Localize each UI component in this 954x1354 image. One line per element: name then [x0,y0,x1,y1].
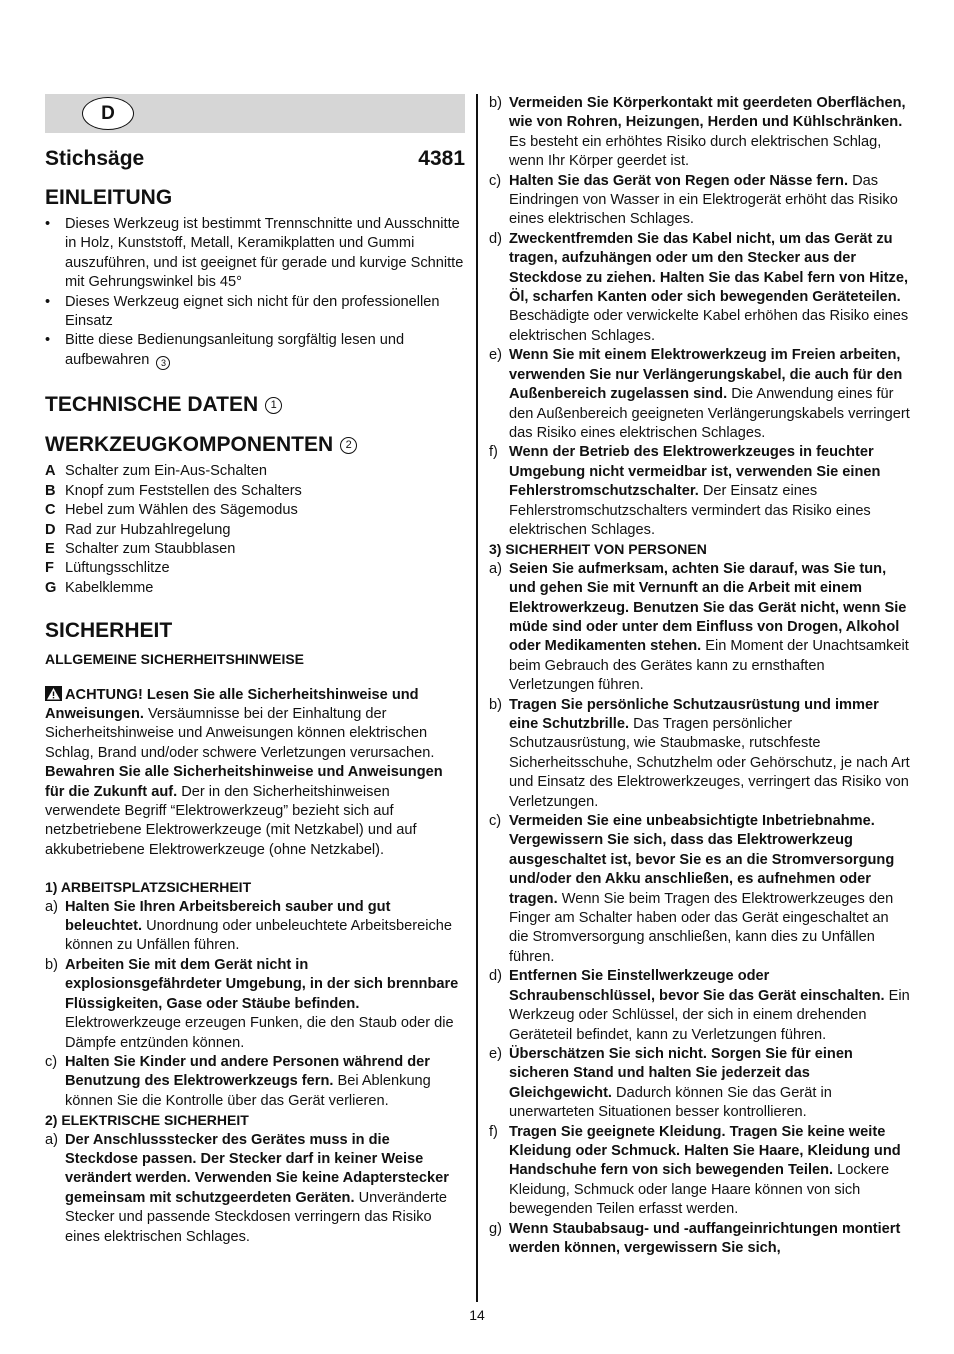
components-heading: WERKZEUGKOMPONENTEN 2 [45,432,465,458]
list-item: f) Tragen Sie geeignete Kleidung. Tragen Sie keine weite Kleidung oder Schmuck. Halten Sie Haare, Kleidung und Handschuhe fern von sich bewegenden Teilen. Lockere Kleidung, Schmuck oder lange Haare können von sich bewegenden Teilen erfasst werden. [489,1123,901,1218]
figure-ref-1: 1 [265,397,282,414]
warning-paragraph: ACHTUNG! Lesen Sie alle Sicherheitshinweise und Anweisungen. Versäumnisse bei der Einhaltung der Sicherheitshinweise und Anweisungen können elektrischen Schlag, Brand und/oder schwere Verletzungen verursachen. Bewahren Sie alle Sicherheitshinweise und Anweisungen für die Zukunft auf. Der in den Sicherheitshinweisen verwendete Begriff “Elektrowerkzeug” bezieht sich auf netzbetriebene Elektrowerkzeuge (mit Netzkabel) und auf akkubetriebene Elektrowerkzeuge (ohne Netzkabel). [45,686,443,858]
figure-ref-2: 2 [340,437,357,454]
list-item: G Kabelklemme [45,579,154,596]
page-number: 14 [469,1307,485,1323]
list-item: • Dieses Werkzeug eignet sich nicht für den professionellen Einsatz [45,293,440,330]
list-item: C Hebel zum Wählen des Sägemodus [45,502,298,519]
list-item: D Rad zur Hubzahlregelung [45,521,231,538]
intro-bullets [45,215,465,370]
list-item: c) Halten Sie Kinder und andere Personen während der Benutzung des Elektrowerkzeugs fern. Bei Ablenkung können Sie die Kontrolle über das Gerät verlieren. [45,1053,431,1109]
components-list [45,462,465,598]
list-item: a) Halten Sie Ihren Arbeitsbereich sauber und gut beleuchtet. Unordnung oder unbeleuchtete Arbeitsbereiche können zu Unfällen führen. [45,898,452,954]
list-item: d) Entfernen Sie Einstellwerkzeuge oder Schraubenschlüssel, bevor Sie das Gerät einschalten. Ein Werkzeug oder Schlüssel, der sich in einem drehenden Geräteteil befindet, kann zu Verletzungen führen. [489,968,910,1043]
list-item: E Schalter zum Staubblasen [45,540,236,557]
list-item: B Knopf zum Feststellen des Schalters [45,482,302,499]
language-badge: D [82,97,134,130]
safety-subheading: ALLGEMEINE SICHERHEITSHINWEISE [45,651,305,668]
list-item: a) Seien Sie aufmerksam, achten Sie darauf, was Sie tun, und gehen Sie mit Vernunft an die Arbeit mit einem Elektrowerkzeug. Benutzen Sie das Gerät nicht, wenn Sie müde sind oder unter dem Einfluss von Drogen, Alkohol oder Medikamenten stehen. Ein Moment der Unachtsamkeit beim Gebrauch des Gerätes kann zu ernsthaften Verletzungen führen. [489,560,909,694]
intro-heading: EINLEITUNG [45,186,173,209]
left-column [45,94,465,1247]
list-item: b) Vermeiden Sie Körperkontakt mit geerdeten Oberflächen, wie von Rohren, Heizungen, Herden und Kühlschränken. Es besteht ein erhöhtes Risiko durch elektrischen Schlag, wenn Ihr Körper geerdet ist. [489,95,906,170]
list-item: b) Tragen Sie persönliche Schutzausrüstung und immer eine Schutzbrille. Das Tragen persönlicher Schutzausrüstung, wie Staubmaske, rutschfeste Sicherheitsschuhe, Schutzhelm oder Gehörschutz, je nach Art und Einsatz des Elektrowerkzeuges, verringert das Risiko von Verletzungen. [489,696,910,810]
right-column [489,94,911,1258]
list-item: a) Der Anschlussstecker des Gerätes muss in die Steckdose passen. Der Stecker darf in keiner Weise verändert werden. Verwenden Sie keine Adapterstecker gemeinsam mit schutzgeerdeten Geräten. Unveränderte Stecker und passende Steckdosen verringern das Risiko eines elektrischen Schlages. [45,1131,449,1245]
list-item: c) Halten Sie das Gerät von Regen oder Nässe fern. Das Eindringen von Wasser in ein Elektrogerät erhöht das Risiko eines elektrischen Schlages. [489,172,898,228]
section-title: 1) ARBEITSPLATZSICHERHEIT [45,879,252,896]
safety-heading: SICHERHEIT [45,619,173,643]
list-item: F Lüftungsschlitze [45,560,170,577]
product-title: Stichsäge [45,147,145,170]
figure-ref-3: 3 [156,356,170,370]
title-row [45,147,465,171]
list-item: f) Wenn der Betrieb des Elektrowerkzeuges in feuchter Umgebung nicht vermeidbar ist, verwenden Sie einen Fehlerstromschutzschalter. Der Einsatz eines Fehlerstromschutzschalters vermindert das Risiko eines elektrischen Schlages. [489,444,881,538]
list-item: • Dieses Werkzeug ist bestimmt Trennschnitte und Ausschnitte in Holz, Kunststoff, Metall, Keramikplatten und Gummi auszuführen, und ist geeignet für gerade und kurvige Schnitte mit Gehrungswinkel bis 45° [45,216,464,291]
list-item: d) Zweckentfremden Sie das Kabel nicht, um das Gerät zu tragen, aufzuhängen oder um den Stecker aus der Steckdose zu ziehen. Halten Sie das Kabel fern von Hitze, Öl, scharfen Kanten oder sich bewegenden Geräteteilen. Beschädigte oder verwickelte Kabel erhöhen das Risiko eines elektrischen Schlages. [489,230,909,344]
list-item: b) Arbeiten Sie mit dem Gerät nicht in explosionsgefährdeter Umgebung, in der sich brennbare Flüssigkeiten, Gase oder Stäube befinden. Elektrowerkzeuge erzeugen Funken, die den Staub oder die Dämpfe entzünden können. [45,956,459,1051]
list-item: c) Vermeiden Sie eine unbeabsichtigte Inbetriebnahme. Vergewissern Sie sich, dass das Elektrowerkzeug ausgeschaltet ist, bevor Sie es an die Stromversorgung und/oder den Akku anschließen, es aufnehmen oder tragen. Wenn Sie beim Tragen des Elektrowerkzeuges den Finger am Schalter haben oder das Gerät eingeschaltet an die Stromversorgung anschließen, kann dies zu Unfällen führen. [489,813,895,965]
list-item: g) Wenn Staubabsaug- und -auffangeinrichtungen montiert werden können, vergewissern Sie sich, [489,1220,901,1256]
column-divider [476,94,478,1302]
list-item: A Schalter zum Ein-Aus-Schalten [45,463,267,480]
list-item: • Bitte diese Bedienungsanleitung sorgfältig lesen und aufbewahren 3 [45,331,465,370]
section-title: 3) SICHERHEIT VON PERSONEN [489,541,707,558]
warning-icon [45,686,62,701]
model-number: 4381 [418,147,465,170]
list-item: e) Überschätzen Sie sich nicht. Sorgen Sie für einen sicheren Stand und halten Sie jederzeit das Gleichgewicht. Dadurch können Sie das Gerät in unerwarteten Situationen besser kontrollieren. [489,1045,853,1121]
section-title: 2) ELEKTRISCHE SICHERHEIT [45,1112,249,1129]
tech-heading: TECHNISCHE DATEN 1 [45,392,465,418]
list-item: e) Wenn Sie mit einem Elektrowerkzeug im Freien arbeiten, verwenden Sie nur Verlängerungskabel, die auch für den Außenbereich zugelassen sind. Die Anwendung eines für den Außenbereich geeigneten Verlängerungskabels verringert das Risiko eines elektrischen Schlages. [489,347,910,441]
language-bar [45,94,465,133]
